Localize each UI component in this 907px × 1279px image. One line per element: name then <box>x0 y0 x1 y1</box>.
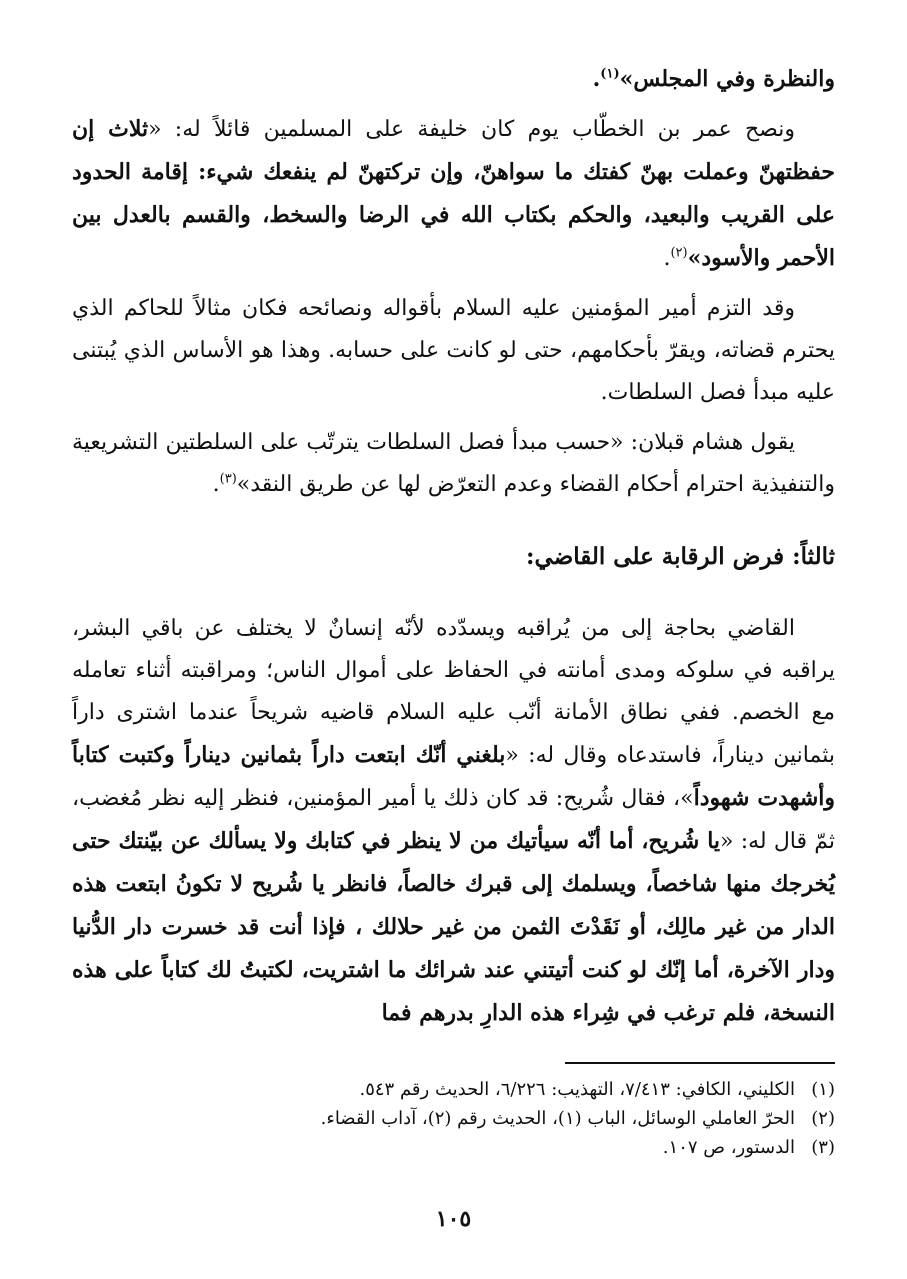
footnote-2 <box>72 1104 835 1133</box>
footnote-3-number: (٣) <box>811 1137 835 1158</box>
paragraph-4-tail: . <box>212 472 220 497</box>
paragraph-5-part-a: القاضي بحاجة إلى من يُراقبه ويسدّده لأنّه إنسانٌ لا يختلف عن باقي البشر، يراقبه في سلوكه ومدى أمانته في الحفاظ على أموال الناس؛ ومراقبته أثناء تعامله مع الخصم. ففي نطاق الأمانة أنّب عليه السلام قاضيه شريحاً عندما اشترى داراً بثمانين ديناراً، فاستدعاه وقال له: « <box>72 616 835 768</box>
footnote-3 <box>72 1133 835 1162</box>
footnote-1-number: (١) <box>811 1079 835 1100</box>
footnote-ref-1[interactable]: (١) <box>600 66 620 82</box>
paragraph-2-intro: ونصح عمر بن الخطّاب يوم كان خليفة على المسلمين قائلاً له: « <box>148 117 795 142</box>
paragraph-5-part-c: »، فقال شُريح: قد كان ذلك يا أمير المؤمنين، فنظر إليه نظر مُغضب، ثمّ قال له: « <box>72 786 835 854</box>
footnote-1-text: الكليني، الكافي: ٧/٤١٣، التهذيب: ٦/٢٢٦، الحديث رقم ٥٤٣. <box>359 1079 795 1100</box>
footnote-ref-2[interactable]: (٢) <box>670 245 688 261</box>
footnote-separator <box>565 1062 835 1064</box>
paragraph-5-quote-2: يا شُريح، أما أنّه سيأتيك من لا ينظر في كتابك ولا يسألك عن بيّنتك حتى يُخرجك منها شاخصاً، ويسلمك إلى قبرك خالصاً، فانظر يا شُريح لا تكونُ ابتعت هذه الدار من غير مالِك، أو نَقَدْتَ الثمن من غير حلالك ، فإذا أنت قد خسرت دار الدُّنيا ودار الآخرة، أما إنّك لو كنت أتيتني عند شرائك ما اشتريت، لكتبتُ لك كتاباً على هذه النسخة، فلم ترغب في شِراء هذه الدارِ بدرهم فما <box>72 828 835 1026</box>
paragraph-1-tail: . <box>592 66 601 92</box>
footnote-2-number: (٢) <box>811 1108 835 1129</box>
paragraph-2-tail: . <box>663 246 671 271</box>
section-heading: ثالثاً: فرض الرقابة على القاضي: <box>526 543 835 570</box>
paragraph-2 <box>72 108 835 280</box>
paragraph-5-quote-1: بلغني أنّك ابتعت داراً بثمانين ديناراً وكتبت كتاباً وأشهدت شهوداً <box>72 742 835 811</box>
page-number: ١٠٥ <box>435 1206 472 1232</box>
paragraph-1 <box>72 58 835 100</box>
paragraph-4-text: يقول هشام قبلان: «حسب مبدأ فصل السلطات يترتّب على السلطتين التشريعية والتنفيذية احترام أحكام القضاء وعدم التعرّض لها عن طريق النقد» <box>72 430 835 497</box>
footnote-2-text: الحرّ العاملي الوسائل، الباب (١)، الحديث رقم (٢)، آداب القضاء. <box>320 1108 795 1129</box>
paragraph-2-quote: ثلاث إن حفظتهنّ وعملت بهنّ كفتك ما سواهنّ، وإن تركتهنّ لم ينفعك شيء: إقامة الحدود على القريب والبعيد، والحكم بكتاب الله في الرضا والسخط، والقسم بالعدل بين الأحمر والأسود» <box>72 116 835 271</box>
footnotes <box>72 1075 835 1162</box>
footnote-3-text: الدستور، ص ١٠٧. <box>662 1137 795 1158</box>
footnote-ref-3[interactable]: (٣) <box>219 471 237 487</box>
paragraph-5 <box>72 608 835 1035</box>
footnote-1 <box>72 1075 835 1104</box>
paragraph-4 <box>72 422 835 506</box>
paragraph-1-text: والنظرة وفي المجلس» <box>619 66 835 92</box>
paragraph-3: وقد التزم أمير المؤمنين عليه السلام بأقواله ونصائحه فكان مثالاً للحاكم الذي يحترم قضاته، ويقرّ بأحكامهم، حتى لو كانت على حسابه. وهذا هو الأساس الذي يُبتنى عليه مبدأ فصل السلطات. <box>72 296 835 405</box>
